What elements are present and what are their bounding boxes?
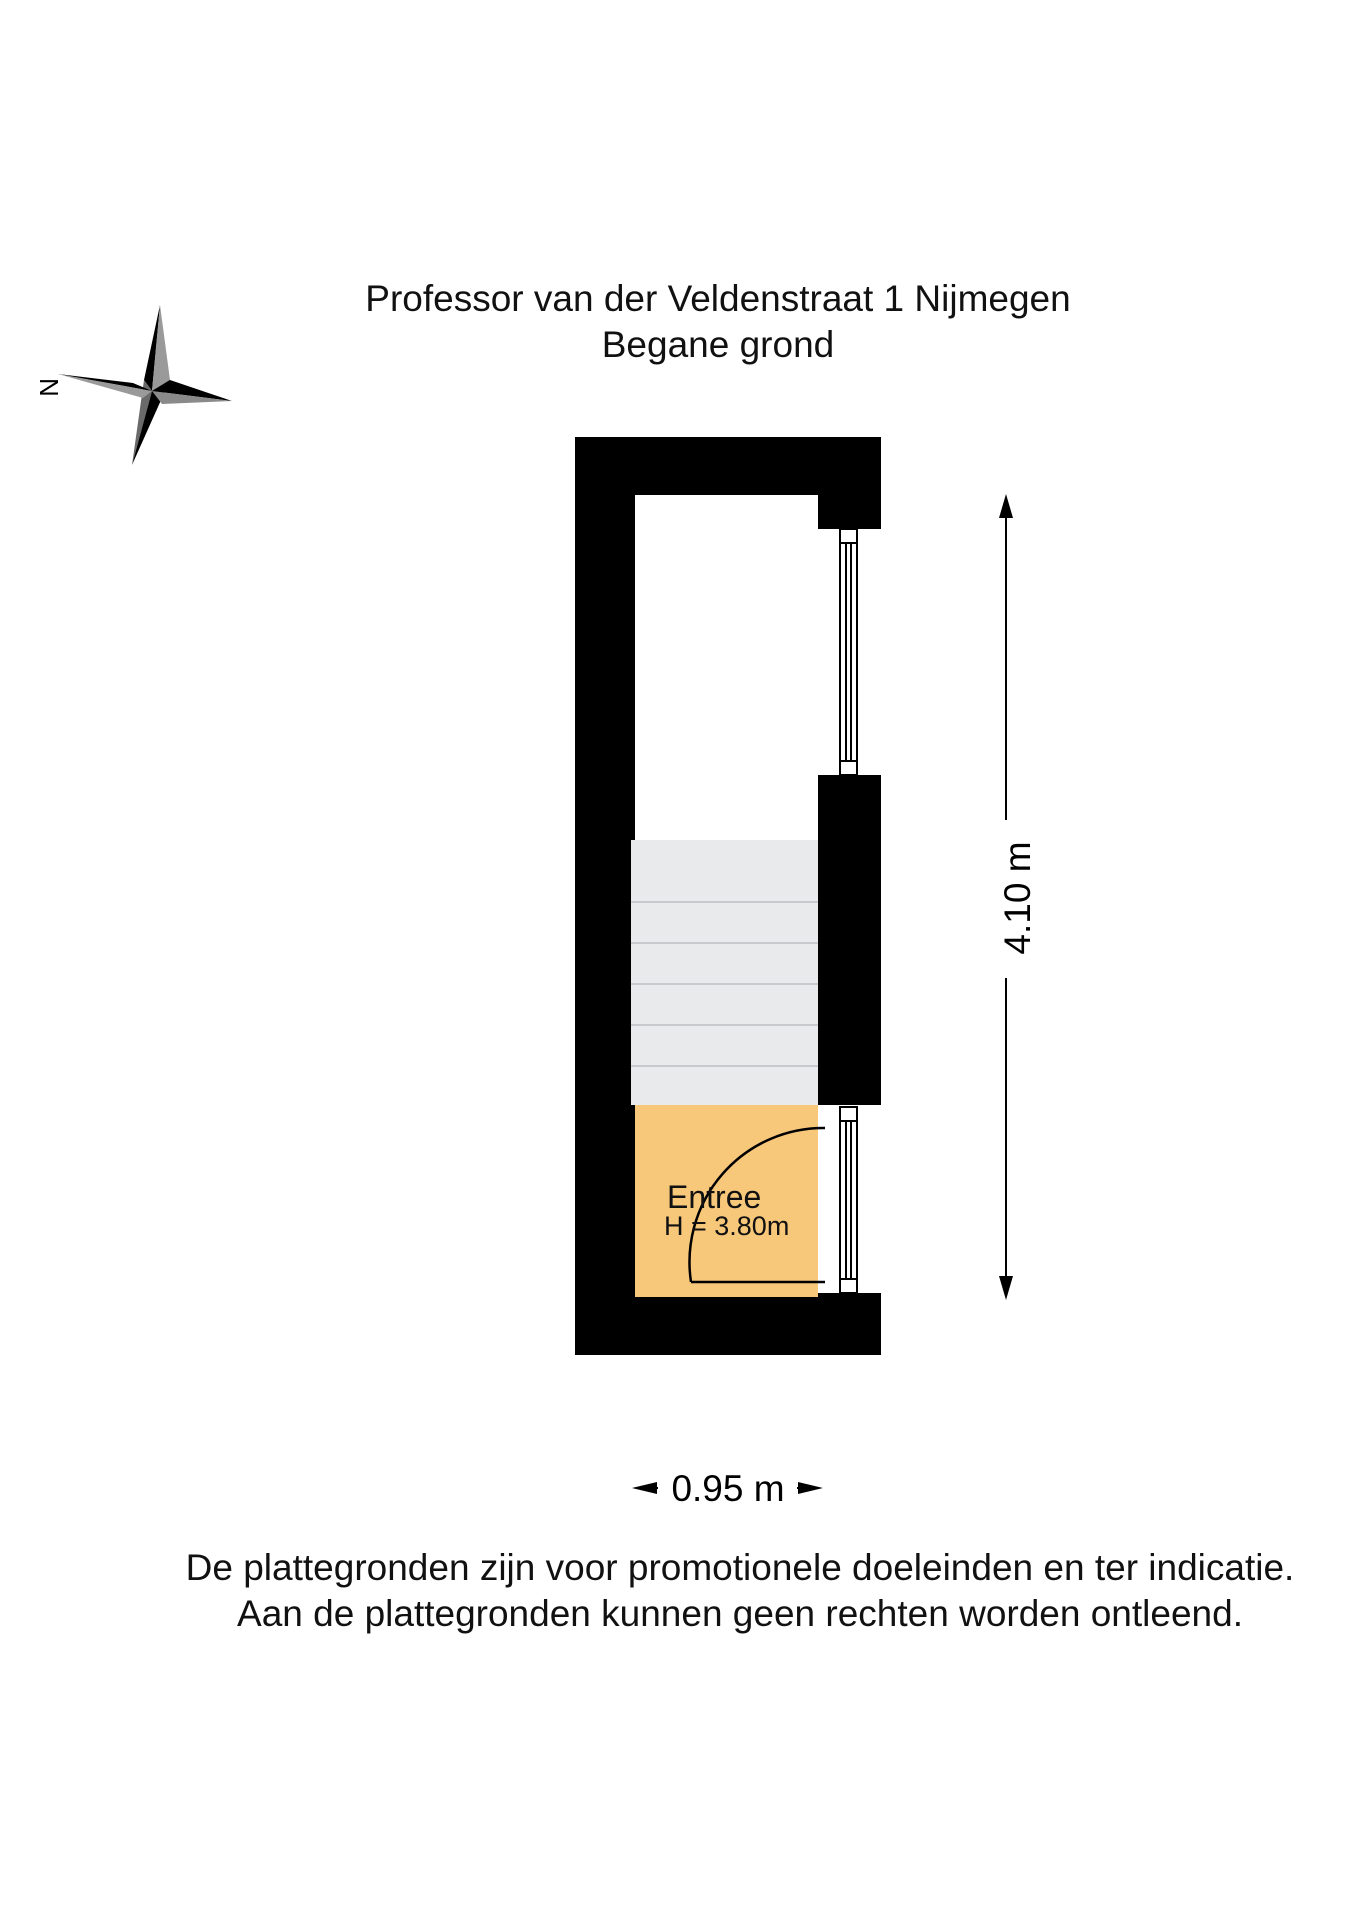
length-dimension (997, 494, 1038, 1300)
disclaimer-line-2: Aan de plattegronden kunnen geen rechten worden ontleend. (237, 1593, 1243, 1634)
upper-void (635, 495, 818, 840)
width-dimension (632, 1468, 823, 1509)
staircase (631, 840, 818, 1105)
compass-rose-icon (34, 305, 232, 465)
room-height: H = 3.80m (664, 1211, 790, 1241)
arrow-up-icon (999, 494, 1013, 518)
length-label: 4.10 m (997, 841, 1038, 955)
window-upper (840, 529, 857, 775)
width-label: 0.95 m (671, 1468, 785, 1509)
floor-name: Begane grond (601, 324, 835, 365)
arrow-down-icon (999, 1276, 1013, 1300)
compass-north-label: N (34, 378, 64, 397)
disclaimer (110, 1545, 1358, 1637)
disclaimer-line-1: De plattegronden zijn voor promotionele doeleinden en ter indicatie. (185, 1547, 1295, 1588)
room-name: Entree (667, 1179, 762, 1215)
plan-address: Professor van der Veldenstraat 1 Nijmegen (365, 278, 1071, 319)
front-door-frame (840, 1107, 857, 1293)
